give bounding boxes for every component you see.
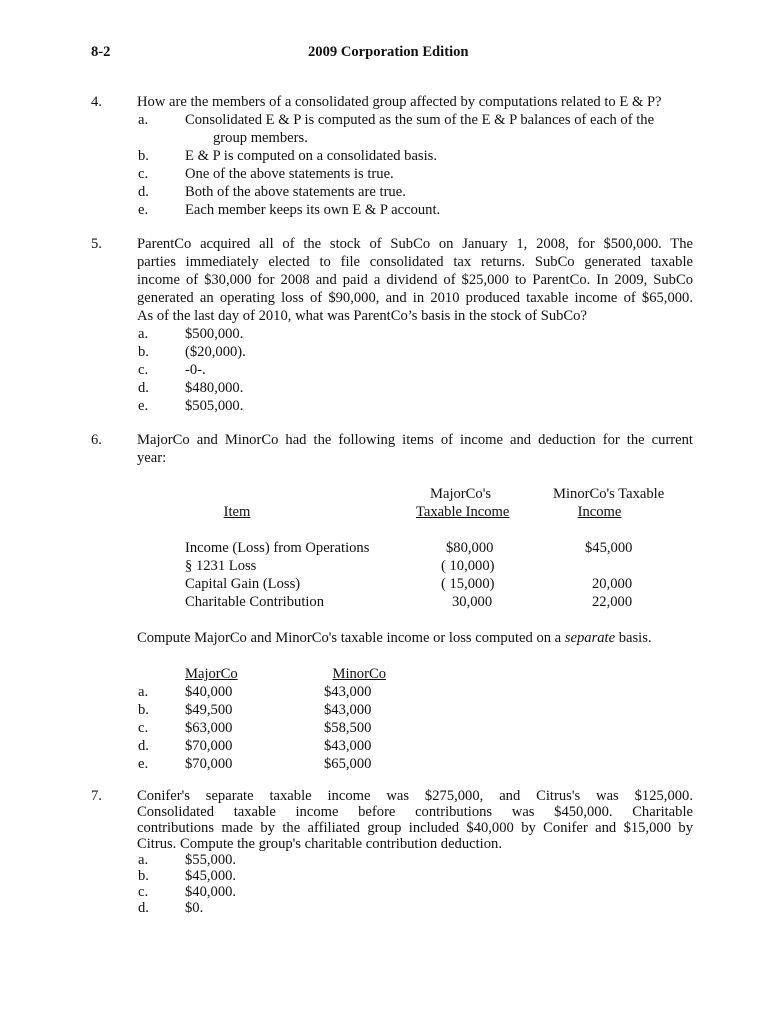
question-stem-line: Citrus. Compute the group's charitable contribution deduction. [137,836,502,852]
option-text: Each member keeps its own E & P account. [185,202,441,218]
question-stem-line: year: [137,450,167,466]
option-letter: e. [138,202,149,218]
question-number: 7. [91,788,102,804]
question-number: 4. [91,94,102,110]
option-text: E & P is computed on a consolidated basis. [185,148,437,164]
table-cell-major: ( 15,000) [441,576,495,592]
table-header-minor-line2: Income [577,504,622,520]
option-letter: a. [138,326,149,342]
table-cell-item: § 1231 Loss [185,558,257,574]
option-text: $500,000. [185,326,244,342]
option-major: $70,000 [185,756,233,772]
option-letter: d. [138,738,149,754]
option-text: -0-. [185,362,206,378]
option-letter: c. [138,362,149,378]
option-letter: a. [138,852,149,868]
option-text-continued: group members. [213,130,308,146]
table-cell-major: $80,000 [446,540,494,556]
option-letter: c. [138,884,149,900]
option-letter: b. [138,148,149,164]
option-letter: b. [138,344,149,360]
option-text: $40,000. [185,884,237,900]
page-number: 8-2 [91,44,111,60]
compute-instruction [137,630,652,647]
option-text: $505,000. [185,398,244,414]
table-cell-major: 30,000 [452,594,493,610]
table-cell-item: Income (Loss) from Operations [185,540,370,556]
option-minor: $43,000 [324,738,372,754]
question-stem-line: generated an operating loss of $90,000, and in 2010 produced taxable income of $65,000. [137,290,693,306]
question-number: 6. [91,432,102,448]
option-text: Both of the above statements are true. [185,184,406,200]
page-header-title: 2009 Corporation Edition [308,44,469,60]
option-major: $40,000 [185,684,233,700]
table-cell-minor: 22,000 [592,594,633,610]
question-number: 5. [91,236,102,252]
compute-text-end: basis. [615,630,652,646]
option-letter: d. [138,184,149,200]
table-header-major-line1: MajorCo's [430,486,492,502]
table-header-major-line2: Taxable Income [416,504,510,520]
option-letter: a. [138,684,149,700]
option-minor: $43,000 [324,684,372,700]
option-letter: e. [138,398,149,414]
answer-header-minor: MinorCo [332,666,386,682]
question-stem-line: As of the last day of 2010, what was ParentCo’s basis in the stock of SubCo? [137,308,587,324]
option-text: ($20,000). [185,344,246,360]
option-text: $0. [185,900,204,916]
question-stem-line: income of $30,000 for 2008 and paid a dividend of $25,000 to ParentCo. In 2009, SubCo [137,272,693,288]
table-cell-minor: 20,000 [592,576,633,592]
option-major: $49,500 [185,702,233,718]
option-letter: d. [138,900,149,916]
answer-header-major: MajorCo [185,666,238,682]
option-letter: d. [138,380,149,396]
table-cell-item: Capital Gain (Loss) [185,576,301,592]
table-header-item: Item [223,504,251,520]
option-text: $55,000. [185,852,237,868]
option-letter: c. [138,720,149,736]
compute-emphasis: separate [564,630,616,646]
option-text: One of the above statements is true. [185,166,394,182]
question-stem-line: parties immediately elected to file consolidated tax returns. SubCo generated taxable [137,254,693,270]
table-cell-item: Charitable Contribution [185,594,325,610]
option-letter: b. [138,868,149,884]
table-cell-major: ( 10,000) [441,558,495,574]
question-stem-line: MajorCo and MinorCo had the following items of income and deduction for the current [137,432,693,448]
table-header-minor-line1: MinorCo's Taxable [553,486,665,502]
option-text: Consolidated E & P is computed as the sum of the E & P balances of each of the [185,112,655,128]
compute-text: Compute MajorCo and MinorCo's taxable income or loss computed on a [137,630,565,646]
option-letter: a. [138,112,149,128]
option-major: $63,000 [185,720,233,736]
option-minor: $65,000 [324,756,372,772]
option-letter: b. [138,702,149,718]
option-minor: $43,000 [324,702,372,718]
table-cell-minor: $45,000 [585,540,633,556]
option-major: $70,000 [185,738,233,754]
option-text: $480,000. [185,380,244,396]
question-stem-line: ParentCo acquired all of the stock of SubCo on January 1, 2008, for $500,000. The [137,236,693,252]
option-letter: c. [138,166,149,182]
question-stem: How are the members of a consolidated group affected by computations related to E & P? [137,94,662,110]
option-text: $45,000. [185,868,237,884]
question-stem-line: Conifer's separate taxable income was $275,000, and Citrus's was $125,000. [137,788,693,804]
question-stem-line: contributions made by the affiliated group included $40,000 by Conifer and $15,000 by [137,820,693,836]
question-stem-line: Consolidated taxable income before contributions was $450,000. Charitable [137,804,693,820]
option-letter: e. [138,756,149,772]
option-minor: $58,500 [324,720,372,736]
